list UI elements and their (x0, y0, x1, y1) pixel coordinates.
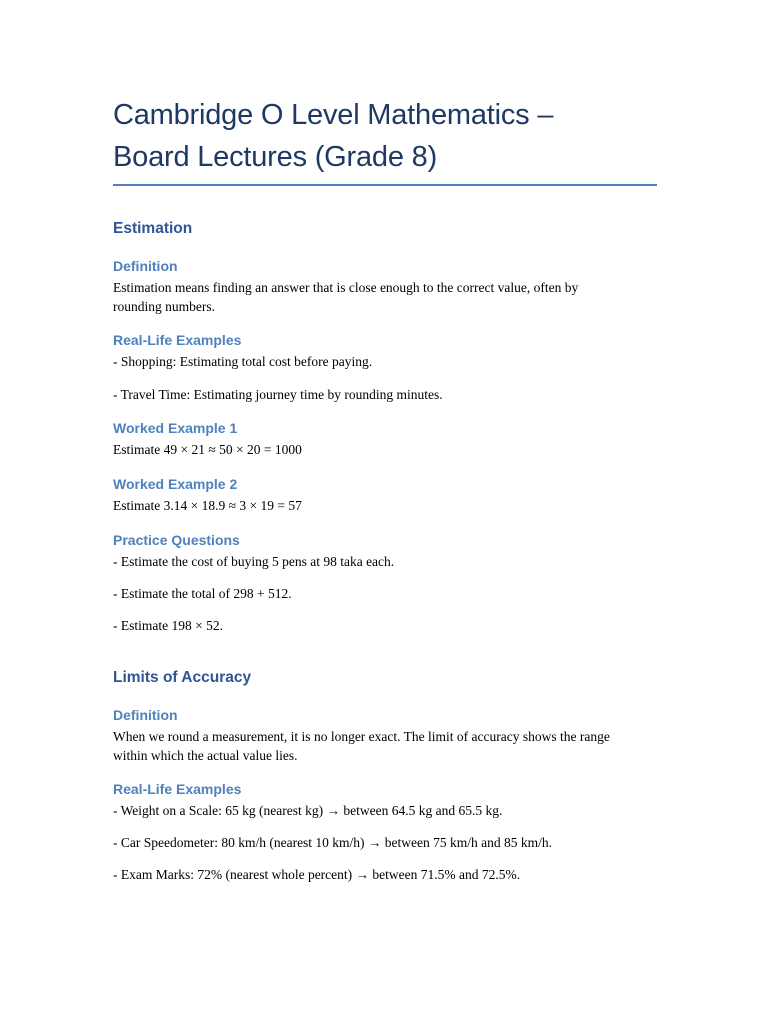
subheading-definition: Definition (113, 258, 178, 274)
definition-line-1: Estimation means finding an answer that is close enough to the correct value, often by (113, 280, 579, 295)
definition-line-2: rounding numbers. (113, 299, 215, 314)
definition-line-2: within which the actual value lies. (113, 748, 298, 763)
list-item: - Travel Time: Estimating journey time by rounding minutes. (113, 387, 443, 402)
subheading-definition: Definition (113, 707, 178, 723)
list-item: - Car Speedometer: 80 km/h (nearest 10 km/h) → between 75 km/h and 85 km/h. (113, 835, 553, 850)
list-item: - Estimate the total of 298 + 512. (113, 586, 292, 601)
list-item: - Weight on a Scale: 65 kg (nearest kg) → between 64.5 kg and 65.5 kg. (113, 803, 503, 818)
subheading-worked-example-2: Worked Example 2 (113, 476, 238, 492)
list-item: - Exam Marks: 72% (nearest whole percent) → between 71.5% and 72.5%. (113, 867, 521, 882)
list-item: - Shopping: Estimating total cost before paying. (113, 354, 373, 369)
subheading-real-life-examples: Real-Life Examples (113, 332, 242, 348)
worked-example-1-text: Estimate 49 × 21 ≈ 50 × 20 = 1000 (113, 442, 302, 457)
document-title (113, 94, 657, 178)
section-estimation (113, 219, 657, 635)
section-heading-limits-of-accuracy: Limits of Accuracy (113, 669, 252, 686)
subheading-real-life-examples: Real-Life Examples (113, 781, 242, 797)
subheading-worked-example-1: Worked Example 1 (113, 420, 238, 436)
document-page (113, 94, 657, 884)
definition-line-1: When we round a measurement, it is no longer exact. The limit of accuracy shows the range (113, 729, 610, 744)
title-line-2: Board Lectures (Grade 8) (113, 141, 438, 173)
section-limits-of-accuracy (113, 668, 657, 884)
section-heading-estimation: Estimation (113, 220, 193, 237)
list-item: - Estimate the cost of buying 5 pens at 98 taka each. (113, 554, 395, 569)
list-item: - Estimate 198 × 52. (113, 618, 223, 633)
worked-example-2-text: Estimate 3.14 × 18.9 ≈ 3 × 19 = 57 (113, 498, 302, 513)
title-underline (113, 184, 657, 186)
subheading-practice-questions: Practice Questions (113, 532, 240, 548)
title-line-1: Cambridge O Level Mathematics – (113, 99, 554, 131)
